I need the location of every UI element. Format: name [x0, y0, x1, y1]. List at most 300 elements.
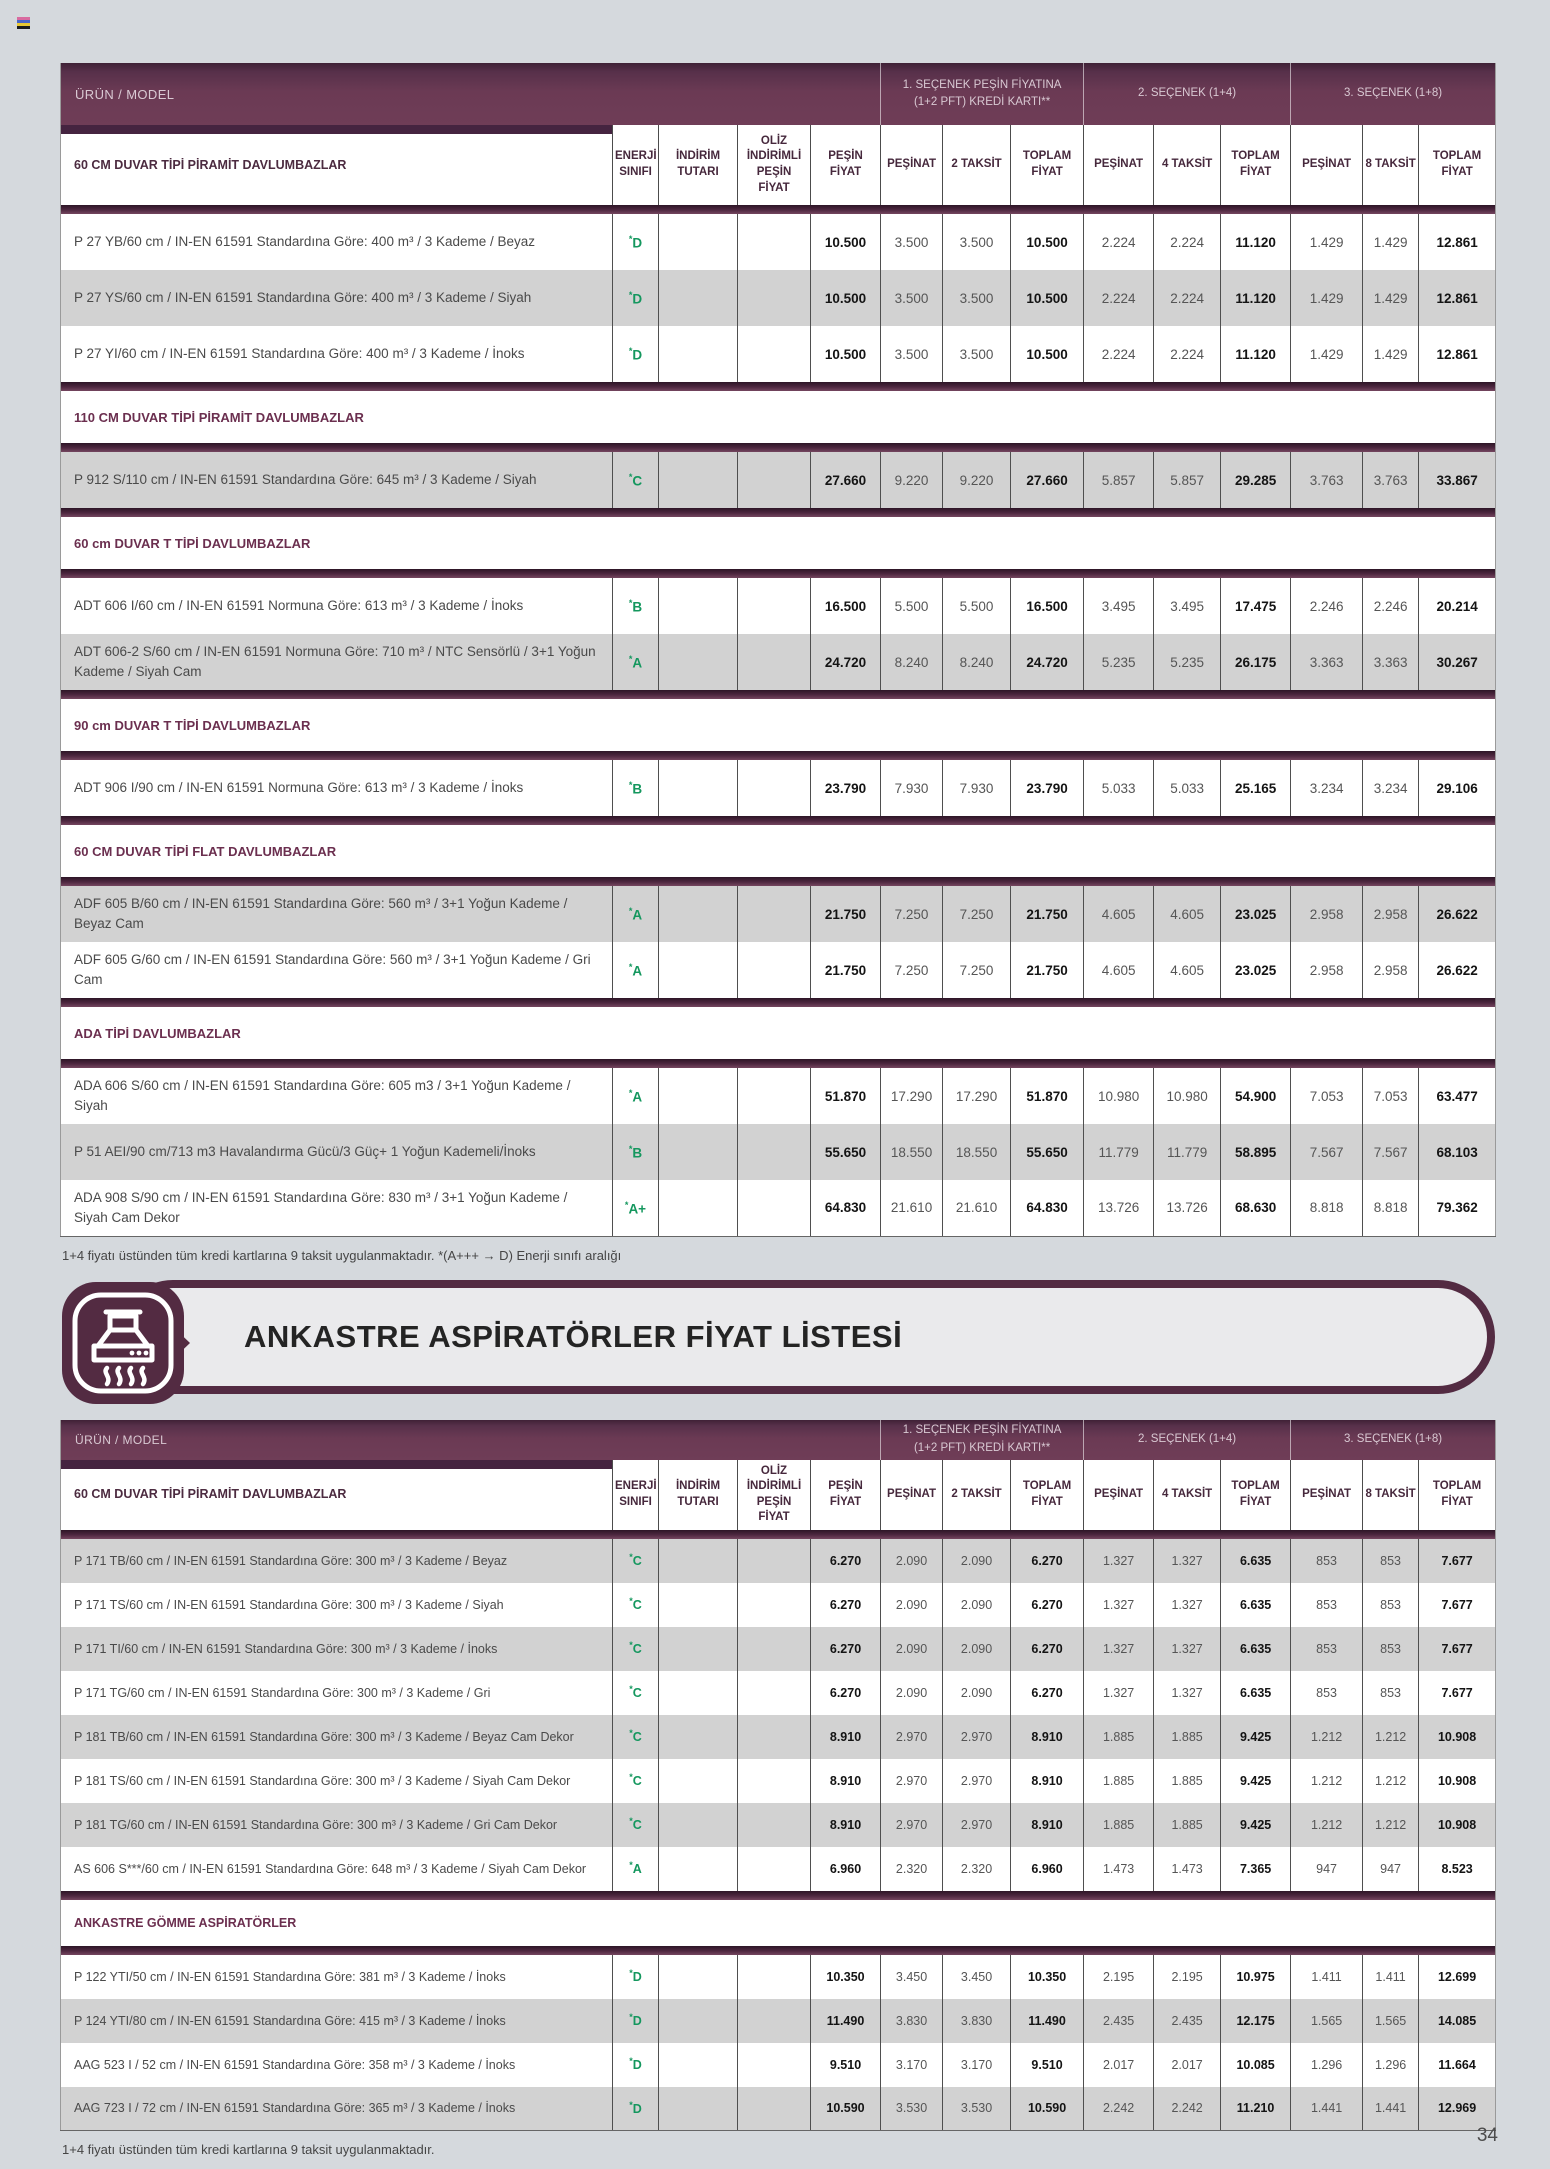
- divider-bar: [61, 1530, 1496, 1539]
- discount-amount-cell: [659, 634, 738, 690]
- table-row: [61, 1803, 1496, 1847]
- price-cell: 10.500: [1011, 214, 1084, 270]
- price-cell: 2.435: [1154, 1999, 1221, 2043]
- energy-class-cell: *A+: [613, 1180, 659, 1236]
- divider-bar: [61, 443, 1496, 452]
- price-cell: 3.530: [943, 2087, 1011, 2131]
- price-cell: 21.750: [811, 886, 881, 942]
- discounted-price-cell: [738, 1124, 811, 1180]
- price-cell: 1.327: [1084, 1539, 1154, 1583]
- price-cell: 8.818: [1363, 1180, 1419, 1236]
- price-cell: 1.327: [1084, 1583, 1154, 1627]
- price-cell: 2.970: [881, 1803, 943, 1847]
- table-row: [61, 1539, 1496, 1583]
- price-cell: 1.429: [1291, 214, 1363, 270]
- price-cell: 1.885: [1084, 1759, 1154, 1803]
- price-cell: 64.830: [811, 1180, 881, 1236]
- price-cell: 7.677: [1419, 1583, 1496, 1627]
- price-cell: 2.090: [881, 1583, 943, 1627]
- price-cell: 4.605: [1084, 886, 1154, 942]
- divider-bar: [61, 1946, 1496, 1955]
- discount-amount-cell: [659, 1180, 738, 1236]
- price-cell: 12.861: [1419, 214, 1496, 270]
- price-cell: 11.779: [1084, 1124, 1154, 1180]
- price-cell: 11.120: [1221, 270, 1291, 326]
- product-model-cell: P 171 TS/60 cm / IN-EN 61591 Standardına Göre: 300 m³ / 3 Kademe / Siyah: [61, 1583, 613, 1627]
- price-cell: 17.290: [881, 1068, 943, 1124]
- price-cell: 20.214: [1419, 578, 1496, 634]
- discount-amount-cell: [659, 270, 738, 326]
- divider-bar: [61, 998, 1496, 1007]
- price-cell: 1.327: [1084, 1671, 1154, 1715]
- registration-color-bars-icon: [17, 17, 30, 29]
- discount-amount-cell: [659, 1671, 738, 1715]
- column-header: PEŞİN FİYAT: [811, 1460, 881, 1530]
- price-cell: 2.320: [881, 1847, 943, 1891]
- price-cell: 1.429: [1363, 270, 1419, 326]
- column-header: PEŞİNAT: [1084, 1460, 1154, 1530]
- price-cell: 11.490: [1011, 1999, 1084, 2043]
- section-title-row: [61, 1900, 1496, 1946]
- price-cell: 27.660: [811, 452, 881, 508]
- price-cell: 1.429: [1363, 326, 1419, 382]
- price-cell: 3.830: [943, 1999, 1011, 2043]
- price-cell: 23.790: [811, 760, 881, 816]
- table-row: [61, 2087, 1496, 2131]
- divider-bar: [61, 205, 1496, 214]
- discount-amount-cell: [659, 1759, 738, 1803]
- price-cell: 10.085: [1221, 2043, 1291, 2087]
- price-cell: 9.510: [811, 2043, 881, 2087]
- product-model-cell: ADF 605 G/60 cm / IN-EN 61591 Standardına Göre: 560 m³ / 3+1 Yoğun Kademe / Gri Cam: [61, 942, 613, 998]
- price-cell: 9.220: [881, 452, 943, 508]
- column-header: PEŞİNAT: [1291, 125, 1363, 205]
- column-header: 4 TAKSİT: [1154, 1460, 1221, 1530]
- price-cell: 2.970: [943, 1759, 1011, 1803]
- price-cell: 1.473: [1084, 1847, 1154, 1891]
- energy-class-cell: *C: [613, 1583, 659, 1627]
- column-header: İNDİRİM TUTARI: [659, 1460, 738, 1530]
- discounted-price-cell: [738, 326, 811, 382]
- price-cell: 9.425: [1221, 1759, 1291, 1803]
- price-cell: 7.930: [943, 760, 1011, 816]
- price-cell: 1.885: [1084, 1803, 1154, 1847]
- price-cell: 11.664: [1419, 2043, 1496, 2087]
- discounted-price-cell: [738, 760, 811, 816]
- discount-amount-cell: [659, 1583, 738, 1627]
- table-footnote: 1+4 fiyatı üstünden tüm kredi kartlarına 9 taksit uygulanmaktadır. *(A+++ → D) Enerji sınıfı aralığı: [62, 1247, 622, 1263]
- section-title-row: [61, 699, 1496, 751]
- price-cell: 2.224: [1084, 326, 1154, 382]
- product-model-cell: P 27 YS/60 cm / IN-EN 61591 Standardına Göre: 400 m³ / 3 Kademe / Siyah: [61, 270, 613, 326]
- table-group-header-row: [61, 1420, 1496, 1460]
- divider-bar: [61, 816, 1496, 825]
- column-header: TOPLAM FİYAT: [1419, 1460, 1496, 1530]
- price-cell: 11.120: [1221, 326, 1291, 382]
- divider-bar: [61, 569, 1496, 578]
- divider-bar: [61, 443, 1496, 452]
- column-header: PEŞİN FİYAT: [811, 125, 881, 205]
- price-cell: 25.165: [1221, 760, 1291, 816]
- column-header: TOPLAM FİYAT: [1221, 125, 1291, 205]
- price-cell: 7.567: [1363, 1124, 1419, 1180]
- discount-amount-cell: [659, 2043, 738, 2087]
- price-cell: 10.908: [1419, 1803, 1496, 1847]
- price-cell: 2.224: [1154, 214, 1221, 270]
- section-title: 110 CM DUVAR TİPİ PİRAMİT DAVLUMBAZLAR: [61, 391, 1496, 443]
- price-cell: 2.017: [1084, 2043, 1154, 2087]
- energy-class-cell: *A: [613, 1847, 659, 1891]
- price-cell: 10.500: [811, 214, 881, 270]
- column-header: OLİZ İNDİRİMLİ PEŞİN FİYAT: [738, 1460, 811, 1530]
- price-cell: 2.958: [1363, 942, 1419, 998]
- price-cell: 55.650: [1011, 1124, 1084, 1180]
- price-cell: 1.473: [1154, 1847, 1221, 1891]
- price-cell: 2.090: [943, 1627, 1011, 1671]
- price-cell: 18.550: [943, 1124, 1011, 1180]
- price-cell: 10.500: [811, 326, 881, 382]
- energy-class-cell: *D: [613, 2043, 659, 2087]
- price-cell: 3.830: [881, 1999, 943, 2043]
- divider-bar: [61, 690, 1496, 699]
- price-cell: 24.720: [811, 634, 881, 690]
- discount-amount-cell: [659, 214, 738, 270]
- price-cell: 1.565: [1363, 1999, 1419, 2043]
- divider-bar: [61, 998, 1496, 1007]
- price-cell: 21.750: [1011, 942, 1084, 998]
- price-cell: 12.861: [1419, 270, 1496, 326]
- price-cell: 5.500: [881, 578, 943, 634]
- table-row: [61, 214, 1496, 270]
- price-cell: 9.220: [943, 452, 1011, 508]
- price-cell: 9.425: [1221, 1803, 1291, 1847]
- discounted-price-cell: [738, 2043, 811, 2087]
- price-cell: 853: [1291, 1539, 1363, 1583]
- discount-amount-cell: [659, 1955, 738, 1999]
- price-cell: 3.530: [881, 2087, 943, 2131]
- discounted-price-cell: [738, 942, 811, 998]
- table-row: [61, 1583, 1496, 1627]
- price-cell: 23.025: [1221, 942, 1291, 998]
- table-row: [61, 578, 1496, 634]
- discount-amount-cell: [659, 1539, 738, 1583]
- price-cell: 79.362: [1419, 1180, 1496, 1236]
- price-cell: 2.970: [943, 1715, 1011, 1759]
- price-cell: 1.327: [1084, 1627, 1154, 1671]
- price-cell: 21.610: [943, 1180, 1011, 1236]
- price-cell: 5.033: [1084, 760, 1154, 816]
- price-cell: 3.450: [943, 1955, 1011, 1999]
- price-cell: 1.296: [1363, 2043, 1419, 2087]
- table-row: [61, 760, 1496, 816]
- product-model-cell: P 171 TB/60 cm / IN-EN 61591 Standardına Göre: 300 m³ / 3 Kademe / Beyaz: [61, 1539, 613, 1583]
- price-cell: 4.605: [1084, 942, 1154, 998]
- divider-bar: [61, 1530, 1496, 1539]
- energy-class-cell: *D: [613, 1999, 659, 2043]
- price-cell: 6.960: [811, 1847, 881, 1891]
- table-row: [61, 1124, 1496, 1180]
- discounted-price-cell: [738, 886, 811, 942]
- column-header: 8 TAKSİT: [1363, 1460, 1419, 1530]
- price-cell: 6.270: [811, 1671, 881, 1715]
- discounted-price-cell: [738, 1068, 811, 1124]
- discounted-price-cell: [738, 214, 811, 270]
- section-title: 90 cm DUVAR T TİPİ DAVLUMBAZLAR: [61, 699, 1496, 751]
- price-cell: 2.224: [1154, 326, 1221, 382]
- price-cell: 2.242: [1084, 2087, 1154, 2131]
- energy-class-cell: *D: [613, 270, 659, 326]
- discount-amount-cell: [659, 886, 738, 942]
- price-cell: 21.750: [1011, 886, 1084, 942]
- table-row: [61, 270, 1496, 326]
- price-cell: 13.726: [1154, 1180, 1221, 1236]
- price-cell: 1.327: [1154, 1539, 1221, 1583]
- discount-amount-cell: [659, 760, 738, 816]
- table-row: [61, 1847, 1496, 1891]
- price-cell: 1.429: [1363, 214, 1419, 270]
- price-cell: 3.495: [1084, 578, 1154, 634]
- column-header: 2 TAKSİT: [943, 1460, 1011, 1530]
- price-cell: 16.500: [1011, 578, 1084, 634]
- price-cell: 1.212: [1291, 1803, 1363, 1847]
- price-cell: 7.250: [943, 886, 1011, 942]
- product-model-cell: ADT 606-2 S/60 cm / IN-EN 61591 Normuna Göre: 710 m³ / NTC Sensörlü / 3+1 Yoğun Kademe / Siyah Cam: [61, 634, 613, 690]
- section-title-row: [61, 517, 1496, 569]
- divider-bar: [61, 690, 1496, 699]
- price-cell: 10.500: [811, 270, 881, 326]
- price-cell: 26.622: [1419, 886, 1496, 942]
- discounted-price-cell: [738, 1999, 811, 2043]
- price-cell: 6.270: [1011, 1539, 1084, 1583]
- price-cell: 2.970: [943, 1803, 1011, 1847]
- discounted-price-cell: [738, 2087, 811, 2131]
- urun-model-header: ÜRÜN / MODEL: [61, 1420, 881, 1460]
- price-cell: 3.234: [1291, 760, 1363, 816]
- price-cell: 3.450: [881, 1955, 943, 1999]
- price-cell: 1.411: [1363, 1955, 1419, 1999]
- price-cell: 2.090: [881, 1671, 943, 1715]
- column-header: PEŞİNAT: [1084, 125, 1154, 205]
- price-cell: 8.910: [811, 1759, 881, 1803]
- price-cell: 6.635: [1221, 1583, 1291, 1627]
- product-model-cell: P 27 YB/60 cm / IN-EN 61591 Standardına Göre: 400 m³ / 3 Kademe / Beyaz: [61, 214, 613, 270]
- price-cell: 3.763: [1363, 452, 1419, 508]
- price-cell: 4.605: [1154, 886, 1221, 942]
- table-row: [61, 1671, 1496, 1715]
- price-cell: 853: [1291, 1583, 1363, 1627]
- divider-bar: [61, 816, 1496, 825]
- option3-header: 3. SEÇENEK (1+8): [1291, 63, 1496, 125]
- section-title-row: [61, 1007, 1496, 1059]
- price-cell: 33.867: [1419, 452, 1496, 508]
- column-header: PEŞİNAT: [881, 125, 943, 205]
- price-cell: 5.235: [1084, 634, 1154, 690]
- energy-class-cell: *A: [613, 634, 659, 690]
- product-model-cell: ADA 908 S/90 cm / IN-EN 61591 Standardına Göre: 830 m³ / 3+1 Yoğun Kademe / Siyah Cam Dekor: [61, 1180, 613, 1236]
- price-cell: 7.250: [881, 886, 943, 942]
- price-cell: 853: [1363, 1539, 1419, 1583]
- price-cell: 1.885: [1154, 1759, 1221, 1803]
- product-model-cell: P 122 YTI/50 cm / IN-EN 61591 Standardına Göre: 381 m³ / 3 Kademe / İnoks: [61, 1955, 613, 1999]
- price-cell: 7.677: [1419, 1539, 1496, 1583]
- price-cell: 11.490: [811, 1999, 881, 2043]
- column-header: TOPLAM FİYAT: [1011, 125, 1084, 205]
- table-row: [61, 1715, 1496, 1759]
- price-cell: 7.053: [1291, 1068, 1363, 1124]
- price-cell: 2.090: [943, 1671, 1011, 1715]
- product-model-cell: P 124 YTI/80 cm / IN-EN 61591 Standardına Göre: 415 m³ / 3 Kademe / İnoks: [61, 1999, 613, 2043]
- price-cell: 6.635: [1221, 1671, 1291, 1715]
- category-header: 60 CM DUVAR TİPİ PİRAMİT DAVLUMBAZLAR: [61, 125, 613, 205]
- energy-class-cell: *D: [613, 1955, 659, 1999]
- product-model-cell: AS 606 S***/60 cm / IN-EN 61591 Standardına Göre: 648 m³ / 3 Kademe / Siyah Cam Dekor: [61, 1847, 613, 1891]
- price-cell: 6.270: [811, 1627, 881, 1671]
- page-content: [60, 63, 1495, 2157]
- product-model-cell: AAG 723 I / 72 cm / IN-EN 61591 Standardına Göre: 365 m³ / 3 Kademe / İnoks: [61, 2087, 613, 2131]
- column-header: TOPLAM FİYAT: [1221, 1460, 1291, 1530]
- product-model-cell: ADA 606 S/60 cm / IN-EN 61591 Standardına Göre: 605 m3 / 3+1 Yoğun Kademe / Siyah: [61, 1068, 613, 1124]
- price-cell: 5.857: [1154, 452, 1221, 508]
- price-cell: 64.830: [1011, 1180, 1084, 1236]
- table-row: [61, 1999, 1496, 2043]
- price-cell: 8.818: [1291, 1180, 1363, 1236]
- energy-class-cell: *A: [613, 886, 659, 942]
- discount-amount-cell: [659, 1715, 738, 1759]
- price-cell: 3.500: [943, 326, 1011, 382]
- price-cell: 2.242: [1154, 2087, 1221, 2131]
- energy-class-cell: *D: [613, 2087, 659, 2131]
- price-cell: 17.290: [943, 1068, 1011, 1124]
- page-number: 34: [1476, 2125, 1498, 2146]
- price-cell: 10.350: [1011, 1955, 1084, 1999]
- discounted-price-cell: [738, 1715, 811, 1759]
- price-cell: 12.969: [1419, 2087, 1496, 2131]
- price-cell: 3.763: [1291, 452, 1363, 508]
- price-cell: 51.870: [811, 1068, 881, 1124]
- price-cell: 3.363: [1291, 634, 1363, 690]
- option1-header: 1. SEÇENEK PEŞİN FİYATINA (1+2 PFT) KREDİ KARTI**: [881, 1420, 1084, 1460]
- section-title-row: [61, 391, 1496, 443]
- price-cell: 3.500: [943, 214, 1011, 270]
- price-cell: 6.635: [1221, 1627, 1291, 1671]
- product-model-cell: P 181 TB/60 cm / IN-EN 61591 Standardına Göre: 300 m³ / 3 Kademe / Beyaz Cam Dekor: [61, 1715, 613, 1759]
- table-row: [61, 452, 1496, 508]
- price-cell: 5.033: [1154, 760, 1221, 816]
- divider-bar: [61, 205, 1496, 214]
- price-cell: 6.270: [811, 1539, 881, 1583]
- energy-class-cell: *B: [613, 1124, 659, 1180]
- price-cell: 8.910: [811, 1715, 881, 1759]
- price-cell: 3.170: [881, 2043, 943, 2087]
- category-header: 60 CM DUVAR TİPİ PİRAMİT DAVLUMBAZLAR: [61, 1460, 613, 1530]
- price-cell: 30.267: [1419, 634, 1496, 690]
- price-cell: 1.327: [1154, 1627, 1221, 1671]
- price-cell: 3.234: [1363, 760, 1419, 816]
- price-cell: 6.270: [1011, 1583, 1084, 1627]
- price-cell: 1.429: [1291, 326, 1363, 382]
- column-header: TOPLAM FİYAT: [1419, 125, 1496, 205]
- discounted-price-cell: [738, 1803, 811, 1847]
- price-cell: 3.500: [881, 270, 943, 326]
- table-row: [61, 2043, 1496, 2087]
- price-cell: 2.246: [1291, 578, 1363, 634]
- section-title-row: [61, 825, 1496, 877]
- product-model-cell: P 912 S/110 cm / IN-EN 61591 Standardına Göre: 645 m³ / 3 Kademe / Siyah: [61, 452, 613, 508]
- price-cell: 5.500: [943, 578, 1011, 634]
- price-cell: 7.250: [943, 942, 1011, 998]
- price-cell: 2.224: [1154, 270, 1221, 326]
- product-model-cell: P 181 TG/60 cm / IN-EN 61591 Standardına Göre: 300 m³ / 3 Kademe / Gri Cam Dekor: [61, 1803, 613, 1847]
- product-model-cell: P 51 AEI/90 cm/713 m3 Havalandırma Gücü/3 Güç+ 1 Yoğun Kademeli/İnoks: [61, 1124, 613, 1180]
- table-subheader-row: [61, 125, 1496, 205]
- price-cell: 23.790: [1011, 760, 1084, 816]
- price-cell: 1.411: [1291, 1955, 1363, 1999]
- price-cell: 2.246: [1363, 578, 1419, 634]
- energy-class-cell: *B: [613, 578, 659, 634]
- table-row: [61, 1627, 1496, 1671]
- color-bar: [17, 26, 30, 29]
- discount-amount-cell: [659, 578, 738, 634]
- discount-amount-cell: [659, 2087, 738, 2131]
- price-cell: 6.270: [1011, 1627, 1084, 1671]
- price-cell: 17.475: [1221, 578, 1291, 634]
- price-cell: 27.660: [1011, 452, 1084, 508]
- price-cell: 8.910: [811, 1803, 881, 1847]
- price-cell: 2.224: [1084, 270, 1154, 326]
- price-cell: 51.870: [1011, 1068, 1084, 1124]
- price-cell: 8.910: [1011, 1759, 1084, 1803]
- energy-class-cell: *D: [613, 326, 659, 382]
- price-table: [60, 1420, 1496, 2132]
- table-row: [61, 634, 1496, 690]
- discount-amount-cell: [659, 1124, 738, 1180]
- price-cell: 13.726: [1084, 1180, 1154, 1236]
- price-cell: 2.195: [1084, 1955, 1154, 1999]
- price-cell: 1.212: [1363, 1715, 1419, 1759]
- column-header: İNDİRİM TUTARI: [659, 125, 738, 205]
- section-banner: [60, 1280, 1495, 1408]
- price-cell: 2.958: [1363, 886, 1419, 942]
- price-cell: 7.250: [881, 942, 943, 998]
- product-model-cell: P 27 YI/60 cm / IN-EN 61591 Standardına Göre: 400 m³ / 3 Kademe / İnoks: [61, 326, 613, 382]
- section-title: ANKASTRE GÖMME ASPİRATÖRLER: [61, 1900, 1496, 1946]
- product-model-cell: ADT 606 I/60 cm / IN-EN 61591 Normuna Göre: 613 m³ / 3 Kademe / İnoks: [61, 578, 613, 634]
- price-cell: 11.120: [1221, 214, 1291, 270]
- price-cell: 10.590: [811, 2087, 881, 2131]
- discounted-price-cell: [738, 452, 811, 508]
- price-cell: 5.857: [1084, 452, 1154, 508]
- price-cell: 10.980: [1084, 1068, 1154, 1124]
- discounted-price-cell: [738, 1627, 811, 1671]
- price-cell: 10.980: [1154, 1068, 1221, 1124]
- energy-class-cell: *C: [613, 1539, 659, 1583]
- divider-bar: [61, 508, 1496, 517]
- product-model-cell: ADT 906 I/90 cm / IN-EN 61591 Normuna Göre: 613 m³ / 3 Kademe / İnoks: [61, 760, 613, 816]
- price-cell: 7.053: [1363, 1068, 1419, 1124]
- price-cell: 3.363: [1363, 634, 1419, 690]
- product-model-cell: P 171 TG/60 cm / IN-EN 61591 Standardına Göre: 300 m³ / 3 Kademe / Gri: [61, 1671, 613, 1715]
- price-cell: 21.610: [881, 1180, 943, 1236]
- price-cell: 10.500: [1011, 326, 1084, 382]
- price-cell: 7.677: [1419, 1671, 1496, 1715]
- discount-amount-cell: [659, 942, 738, 998]
- price-cell: 3.495: [1154, 578, 1221, 634]
- price-cell: 2.090: [881, 1627, 943, 1671]
- price-cell: 1.429: [1291, 270, 1363, 326]
- price-cell: 853: [1363, 1583, 1419, 1627]
- price-cell: 10.590: [1011, 2087, 1084, 2131]
- table-row: [61, 326, 1496, 382]
